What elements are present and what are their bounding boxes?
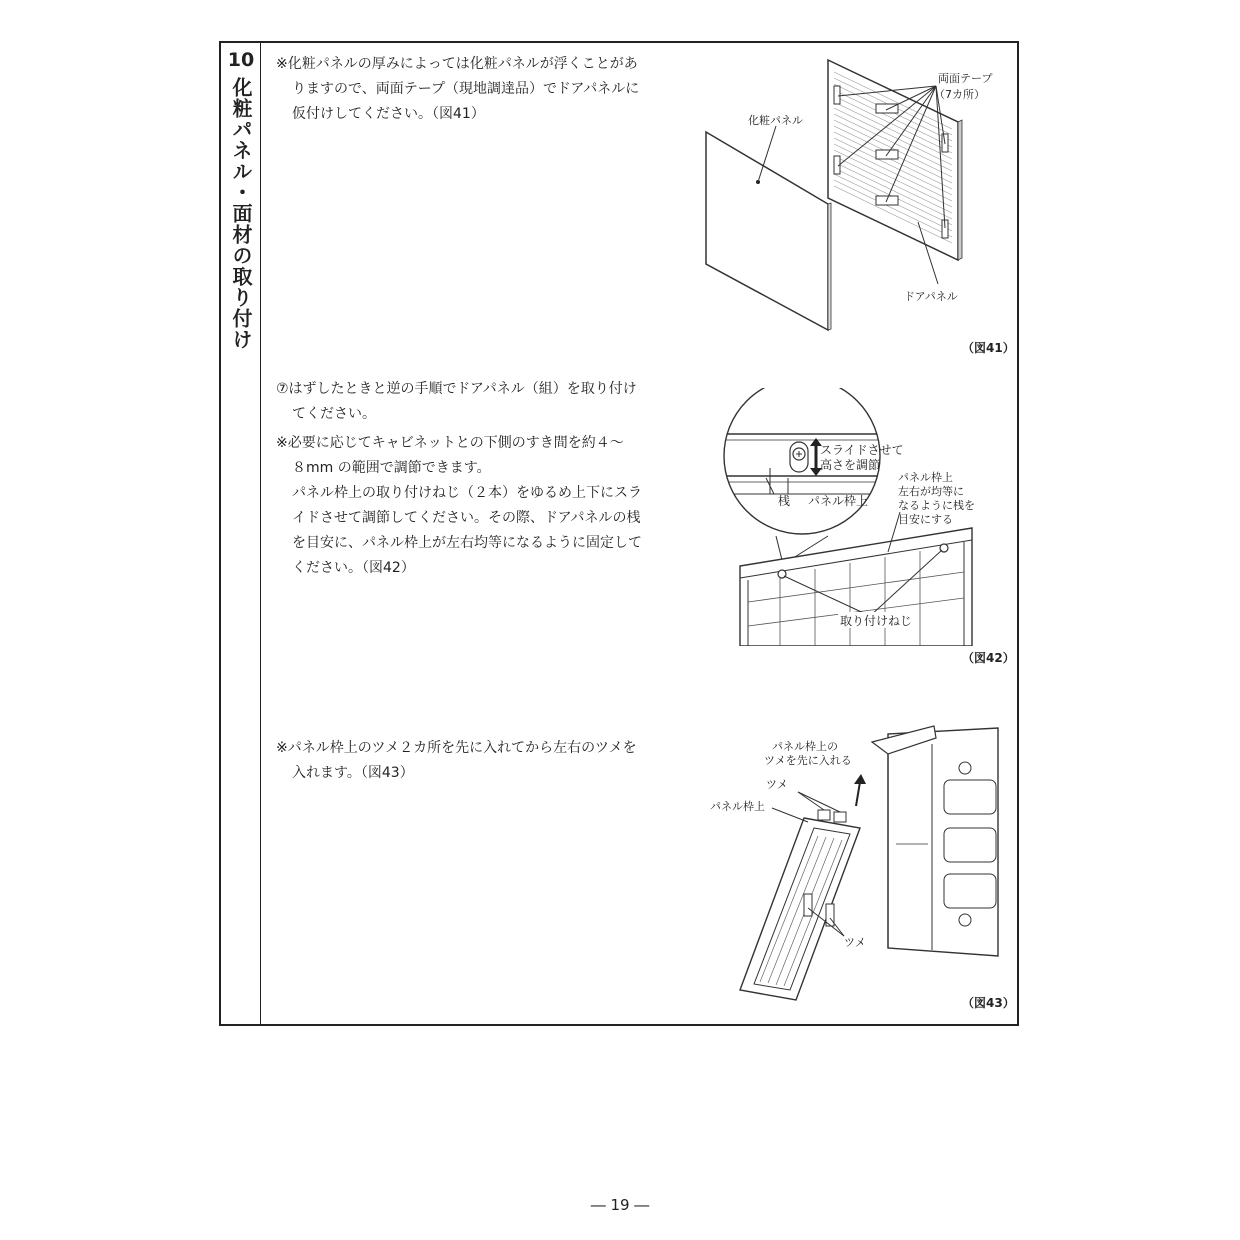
paragraph-tape-note bbox=[276, 52, 639, 127]
text-line: ⑦はずしたときと逆の手順でドアパネル（組）を取り付け bbox=[276, 381, 637, 397]
note-label: 左右が均等に bbox=[898, 485, 964, 498]
note-label: 目安にする bbox=[898, 513, 953, 526]
lower-tab-label: ツメ bbox=[844, 936, 866, 949]
door-panel-label: ドアパネル bbox=[904, 290, 958, 303]
text-line: ８mm の範囲で調節できます。 bbox=[292, 460, 491, 476]
text-line: ※化粧パネルの厚みによっては化粧パネルが浮くことがあ bbox=[276, 56, 638, 72]
figure-41-illustration bbox=[700, 52, 1010, 337]
section-header-column bbox=[221, 43, 261, 1024]
adjust-height-label: 高さを調節 bbox=[820, 458, 881, 472]
note-label: パネル枠上 bbox=[898, 471, 953, 484]
tape-label: 両面テープ bbox=[938, 72, 993, 85]
text-line: てください。 bbox=[292, 406, 376, 422]
figure-43-label: （図43） bbox=[962, 996, 1015, 1010]
frame-top-label: パネル枠上 bbox=[808, 494, 869, 508]
text-line: 入れます。（図43） bbox=[292, 765, 414, 781]
insert-first-label: ツメを先に入れる bbox=[764, 754, 852, 767]
figure-42-illustration bbox=[710, 388, 1010, 646]
figure-42-label: （図42） bbox=[962, 651, 1015, 665]
paragraph-adjust-note bbox=[276, 431, 642, 581]
note-label: なるように桟を bbox=[898, 499, 975, 512]
tape-count-label: （7カ所） bbox=[934, 88, 985, 101]
section-number: 10 bbox=[227, 49, 255, 71]
figure-43-illustration bbox=[700, 724, 1000, 1006]
text-line: りますので、両面テープ（現地調達品）でドアパネルに bbox=[292, 81, 640, 97]
upper-tab-label: ツメ bbox=[766, 778, 788, 791]
text-line: ください。（図42） bbox=[292, 560, 415, 576]
insert-first-label: パネル枠上の bbox=[772, 740, 838, 753]
page-number: ― 19 ― bbox=[590, 1196, 650, 1214]
paragraph-tab-note bbox=[276, 736, 637, 786]
section-title: 化粧パネル・面材の取り付け bbox=[229, 77, 253, 350]
decor-panel-label: 化粧パネル bbox=[748, 114, 803, 127]
bar-label: 桟 bbox=[778, 494, 791, 508]
slide-label: スライドさせて bbox=[820, 443, 904, 457]
figure-41-label: （図41） bbox=[962, 341, 1015, 355]
frame-top-label: パネル枠上 bbox=[710, 800, 765, 813]
text-line: パネル枠上の取り付けねじ（２本）をゆるめ上下にスラ bbox=[292, 485, 642, 501]
paragraph-reinstall-step bbox=[276, 377, 637, 427]
text-line: ※パネル枠上のツメ２カ所を先に入れてから左右のツメを bbox=[276, 740, 637, 756]
text-line: イドさせて調節してください。その際、ドアパネルの桟 bbox=[292, 510, 641, 526]
text-line: ※必要に応じてキャビネットとの下側のすき間を約４～ bbox=[276, 435, 624, 451]
text-line: を目安に、パネル枠上が左右均等になるように固定して bbox=[292, 535, 642, 551]
screw-label: 取り付けねじ bbox=[840, 614, 913, 628]
text-line: 仮付けしてください。（図41） bbox=[292, 106, 485, 122]
